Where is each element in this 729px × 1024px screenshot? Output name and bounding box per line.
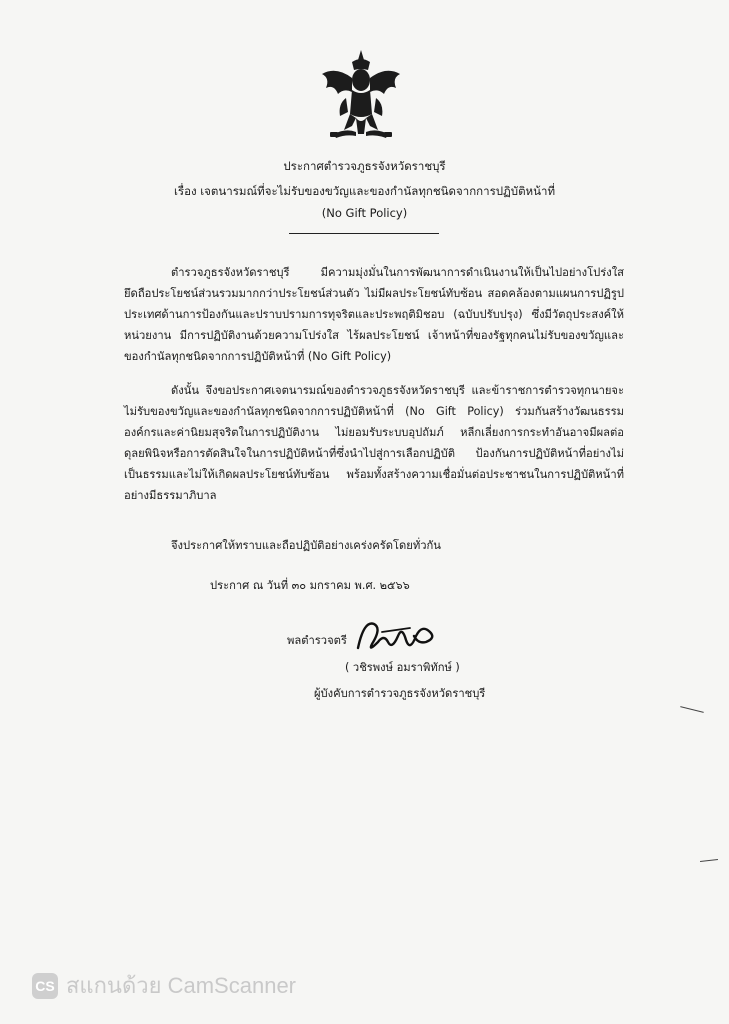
closing-statement: จึงประกาศให้ทราบและถือปฏิบัติอย่างเคร่งครัดโดยทั่วกัน (171, 539, 441, 552)
body-paragraph-2: ดังนั้น จึงขอประกาศเจตนารมณ์ของตำรวจภูธรจังหวัดราชบุรี และข้าราชการตำรวจทุกนายจะไม่รับของขวัญและของกำนัลทุกชนิดจากการปฏิบัติหน้าที่ (No Gift Policy) ร่วมกันสร้างวัฒนธรรมองค์กรและค่านิยมสุจริตในการปฏิบัติงาน ไม่ยอมรับระบบอุปถัมภ์ หลีกเลี่ยงการกระทำอันอาจมีผลต่อดุลยพินิจหรือการตัดสินใจในการปฏิบัติหน้าที่ซึ่งนำไปสู่การเลือกปฏิบัติ ป้องกันการปฏิบัติหน้าที่อย่างไม่เป็นธรรมและไม่ให้เกิดผลประโยชน์ทับซ้อน พร้อมทั้งสร้างความเชื่อมั่นต่อประชาชนในการปฏิบัติหน้าที่อย่างมีธรรมาภิบาล (124, 384, 624, 502)
signatory-name: ( วชิรพงษ์ อมราพิทักษ์ ) (345, 661, 460, 674)
announcement-title: ประกาศตำรวจภูธรจังหวัดราชบุรี (283, 159, 446, 173)
announcement-date: ประกาศ ณ วันที่ ๓๐ มกราคม พ.ศ. ๒๕๖๖ (210, 579, 410, 592)
scan-edge-mark (680, 706, 704, 713)
camscanner-logo-icon: CS (32, 973, 58, 999)
watermark-text: สแกนด้วย CamScanner (66, 973, 297, 998)
handwritten-signature (352, 614, 442, 658)
body-paragraph-1: ตำรวจภูธรจังหวัดราชบุรี มีความมุ่งมั่นในการพัฒนาการดำเนินงานให้เป็นไปอย่างโปร่งใส ยึดถือประโยชน์ส่วนรวมมากกว่าประโยชน์ส่วนตัว ไม่มีผลประโยชน์ทับซ้อน สอดคล้องตามแผนการปฏิรูปประเทศด้านการป้องกันและปราบปรามการทุจริตและประพฤติมิชอบ (ฉบับปรับปรุง) ซึ่งมีวัตถุประสงค์ให้หน่วยงาน มีการปฏิบัติงานด้วยความโปร่งใส ไร้ผลประโยชน์ เจ้าหน้าที่ของรัฐทุกคนไม่รับของขวัญและของกำนัลทุกชนิดจากการปฏิบัติหน้าที่ (No Gift Policy) (124, 266, 624, 363)
signatory-rank: พลตำรวจตรี (287, 634, 347, 647)
garuda-emblem-icon (316, 48, 406, 148)
scan-edge-mark (700, 859, 718, 862)
policy-label: (No Gift Policy) (321, 206, 408, 220)
signatory-position: ผู้บังคับการตำรวจภูธรจังหวัดราชบุรี (314, 687, 486, 700)
camscanner-watermark (32, 968, 296, 1003)
header-divider (289, 233, 439, 234)
announcement-subject: เรื่อง เจตนารมณ์ที่จะไม่รับของขวัญและของกำนัลทุกชนิดจากการปฏิบัติหน้าที่ (173, 184, 556, 198)
